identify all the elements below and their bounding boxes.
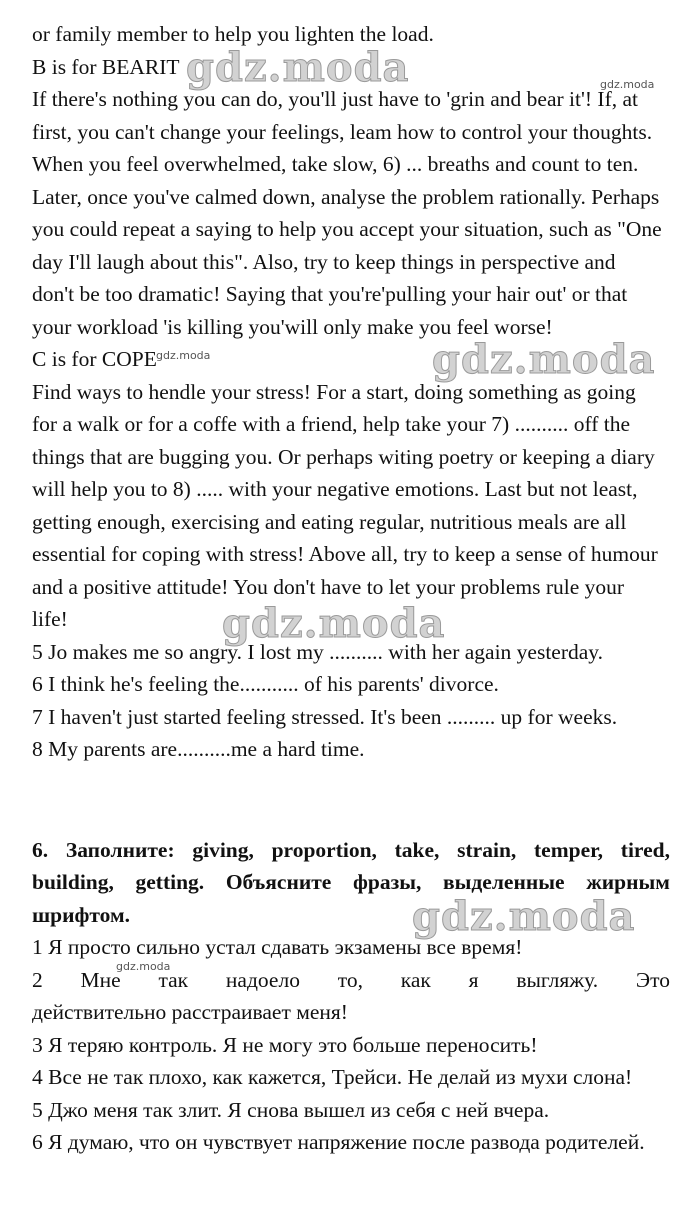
text-line: getting enough, exercising and eating regular, nutritious meals are all xyxy=(32,509,627,534)
task-word: Заполните: xyxy=(65,837,175,862)
task-word: getting. xyxy=(135,870,205,894)
text-line: day I'll laugh about this". Also, try to keep things in perspective and xyxy=(32,249,616,274)
text-line: don't be too dramatic! Saying that you're'pulling your hair out' or that xyxy=(32,282,628,306)
watermark-logo: gdz.moda xyxy=(432,336,656,383)
exercise-item-7: 7 I haven't just started feeling stressed. It's been ......... up for weeks. xyxy=(32,704,618,729)
text-line: your workload 'is killing you'will only make you feel worse! xyxy=(32,314,553,339)
task-word: выгляжу. xyxy=(516,967,599,992)
watermark-small: gdz.moda xyxy=(600,78,655,91)
watermark-logo: gdz.moda xyxy=(222,600,446,647)
exercise-item-6: 6 I think he's feeling the........... of his parents' divorce. xyxy=(32,672,499,696)
task-word: жирным xyxy=(586,870,670,894)
text-line: Find ways to hendle your stress! For a start, doing something as going xyxy=(32,379,636,404)
text-line: will help you to 8) ..... with your negative emotions. Last but not least, xyxy=(32,477,638,501)
task-word: фразы, xyxy=(353,870,422,894)
task-word: выделенные xyxy=(443,870,565,894)
translation-item-2-continued: действительно расстраивает меня! xyxy=(32,1000,348,1024)
text-line: and a positive attitude! You don't have to let your problems rule your xyxy=(32,574,625,599)
translation-item-4: 4 Все не так плохо, как кажется, Трейси. Не делай из мухи слона! xyxy=(32,1065,633,1089)
task-word: temper, xyxy=(534,837,604,862)
section-heading-bear-it: B is for BEARIT xyxy=(32,54,180,79)
task-word: building, xyxy=(32,870,114,894)
translation-item-6: 6 Я думаю, что он чувствует напряжение после развода родителей. xyxy=(32,1130,645,1154)
text-line: you could repeat a saying to help you accept your situation, such as "One xyxy=(32,217,662,241)
task-word: надоело xyxy=(225,967,300,992)
task-word: tired, xyxy=(620,837,670,862)
text-line: first, you can't change your feelings, leam how to control your thoughts. xyxy=(32,119,653,144)
watermark-logo: gdz.moda xyxy=(412,893,636,940)
translation-item-5: 5 Джо меня так злит. Я снова вышел из себя с ней вчера. xyxy=(32,1097,550,1122)
exercise-item-8: 8 My parents are..........me a hard time. xyxy=(32,737,365,761)
task-heading-line-1 xyxy=(32,834,670,867)
task-word: я xyxy=(468,967,479,992)
text-line: life! xyxy=(32,607,68,631)
section-spacer xyxy=(32,766,670,834)
task-word: Объясните xyxy=(225,870,332,894)
exercise-item-5: 5 Jo makes me so angry. I lost my .......... with her again yesterday. xyxy=(32,639,604,664)
watermark-small: gdz.moda xyxy=(116,960,171,973)
task-word: 2 xyxy=(32,967,43,992)
text-line: Later, once you've calmed down, analyse the problem rationally. Perhaps xyxy=(32,184,660,209)
text-line: or family member to help you lighten the load. xyxy=(32,22,434,46)
task-heading-line-3: шрифтом. xyxy=(32,902,131,927)
text-line: things that are bugging you. Or perhaps witing poetry or keeping a diary xyxy=(32,444,655,469)
document-page xyxy=(32,18,670,1159)
watermark-logo: gdz.moda xyxy=(186,44,410,91)
text-line: essential for coping with stress! Above all, try to keep a sense of humour xyxy=(32,542,658,566)
watermark-small: gdz.moda xyxy=(156,349,211,362)
text-line: for a walk or for a coffe with a friend, help take your 7) .......... off the xyxy=(32,412,631,436)
text-line: When you feel overwhelmed, take slow, 6) ... breaths and count to ten. xyxy=(32,152,639,176)
task-word: так xyxy=(158,967,189,992)
text-line: If there's nothing you can do, you'll just have to 'grin and bear it'! If, at xyxy=(32,87,638,111)
translation-item-3: 3 Я теряю контроль. Я не могу это больше переносить! xyxy=(32,1032,538,1057)
task-word: Это xyxy=(635,967,670,992)
task-word: take, xyxy=(394,837,440,862)
section-heading-cope: C is for COPE xyxy=(32,347,157,371)
task-word: proportion, xyxy=(271,837,377,862)
task-word: giving, xyxy=(192,837,254,862)
task-word: 6. xyxy=(32,837,49,862)
translation-item-1: 1 Я просто сильно устал сдавать экзамены все время! xyxy=(32,935,523,959)
task-word: то, xyxy=(337,967,363,992)
task-word: как xyxy=(400,967,431,992)
task-word: Мне xyxy=(80,967,121,992)
task-word: strain, xyxy=(457,837,517,862)
